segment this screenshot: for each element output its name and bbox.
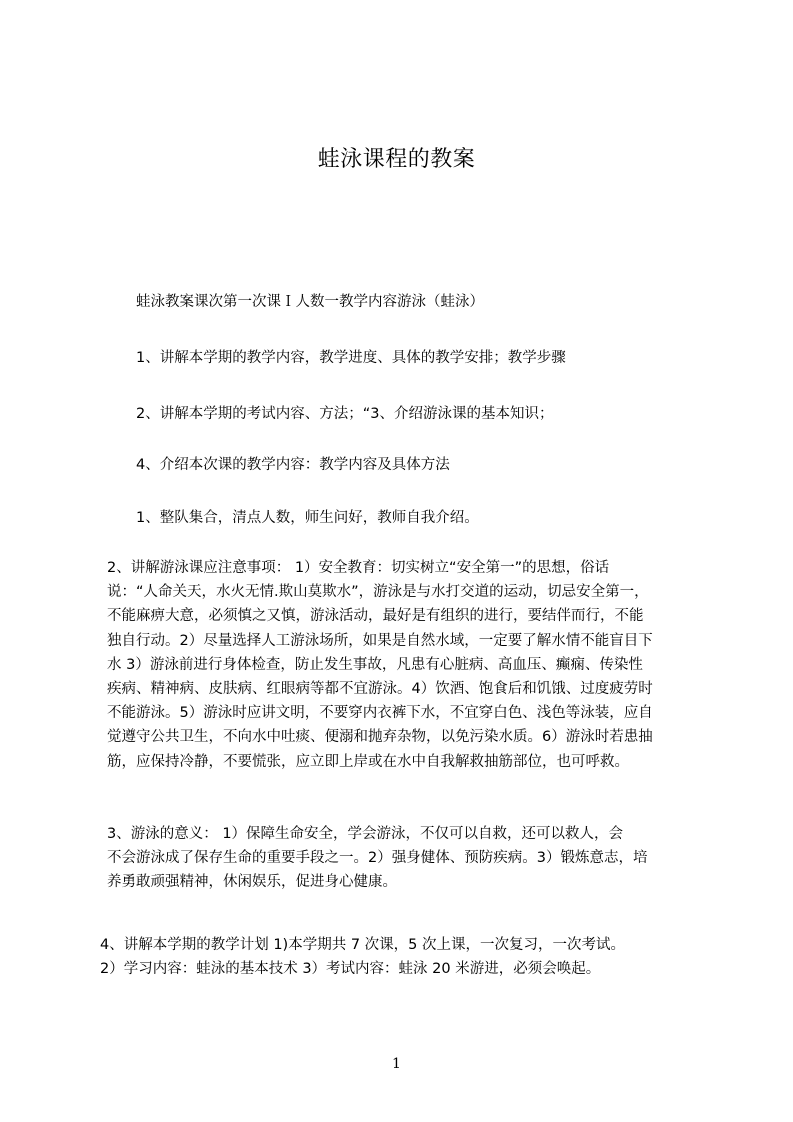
meaning-paragraph (107, 822, 697, 895)
intro-line-assembly: 1、整队集合，清点人数，师生问好，教师自我介绍。 (136, 510, 479, 526)
plan-line: 4、讲解本学期的教学计划 1)本学期共 7 次课，5 次上课，一次复习，一次考试。 (100, 937, 625, 953)
meaning-line: 3、游泳的意义： 1）保障生命安全，学会游泳，不仅可以自救，还可以救人，会 (107, 826, 624, 842)
safety-line: 筋，应保持冷静，不要慌张，应立即上岸或在水中自我解救抽筋部位，也可呼救。 (107, 753, 629, 770)
page-number: 1 (392, 1056, 401, 1072)
document-title: 蛙泳课程的教案 (317, 147, 476, 172)
safety-line: 不能游泳。5）游泳时应讲文明，不要穿内衣裤下水，不宜穿白色、浅色等泳装，应自 (107, 705, 653, 722)
safety-line: 疾病、精神病、皮肤病、红眼病等都不宜游泳。4）饮酒、饱食后和饥饿、过度疲劳时 (107, 681, 653, 698)
intro-line-lesson-info: 蛙泳教案课次第一次课Ｉ人数一教学内容游泳（蛙泳） (136, 294, 484, 310)
safety-line: 说：“人命关天，水火无情.欺山莫欺水”，游泳是与水打交道的运动，切忌安全第一， (107, 584, 649, 601)
safety-line: 2、讲解游泳课应注意事项： 1）安全教育：切实树立“安全第一”的思想，俗话 (107, 560, 610, 576)
safety-line: 水 3）游泳前进行身体检查，防止发生事故，凡患有心脏病、高血压、癫痫、传染性 (107, 656, 643, 673)
intro-line-step-1: 1、讲解本学期的教学内容，教学进度、具体的教学安排；教学步骤 (136, 350, 566, 366)
intro-line-step-4: 4、介绍本次课的教学内容：教学内容及具体方法 (136, 457, 450, 473)
safety-line: 独自行动。2）尽量选择人工游泳场所，如果是自然水域，一定要了解水情不能盲目下 (107, 632, 653, 649)
intro-line-step-2: 2、讲解本学期的考试内容、方法；“3、介绍游泳课的基本知识； (136, 406, 554, 422)
meaning-line: 养勇敢顽强精神，休闲娱乐，促进身心健康。 (107, 874, 397, 891)
meaning-line: 不会游泳成了保存生命的重要手段之一。2）强身健体、预防疾病。3）锻炼意志，培 (107, 850, 648, 867)
safety-paragraph (107, 556, 697, 774)
plan-line: 2）学习内容：蛙泳的基本技术 3）考试内容：蛙泳 20 米游进，必须会唤起。 (100, 961, 601, 978)
plan-paragraph (100, 933, 710, 981)
safety-line: 觉遵守公共卫生，不向水中吐痰、便溺和抛弃杂物，以免污染水质。6）游泳时若患抽 (107, 729, 653, 746)
safety-line: 不能麻痹大意，必须慎之又慎，游泳活动，最好是有组织的进行，要结伴而行，不能 (107, 608, 644, 625)
